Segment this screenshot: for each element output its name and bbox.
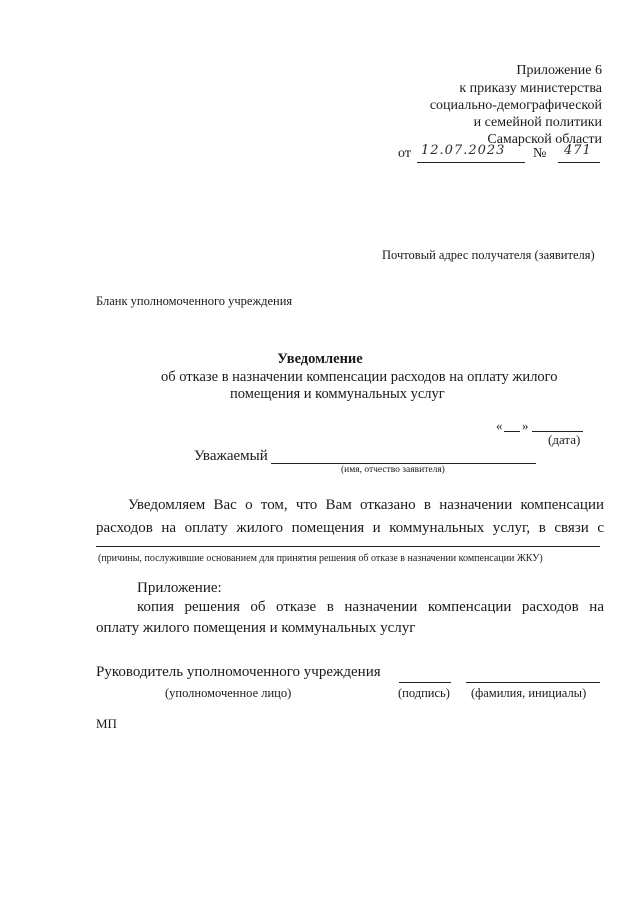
head-label: Руководитель уполномоченного учреждения [96, 664, 381, 680]
name-caption: (имя, отчество заявителя) [341, 465, 445, 475]
number-mark: № [533, 146, 547, 161]
notice-body-line1: Уведомляем Вас о том, что Вам отказано в назначении компенсации [128, 497, 604, 513]
date-quote-open: « [496, 418, 503, 433]
appendix-line: Самарской области [487, 132, 602, 147]
authorized-person-caption: (уполномоченное лицо) [165, 686, 292, 700]
date-caption: (дата) [548, 432, 581, 447]
date-prefix: от [398, 146, 411, 161]
order-number-field [558, 142, 600, 163]
attachment-text [96, 597, 604, 639]
date-quote-close: » [522, 418, 529, 433]
attachment-line2: оплату жилого помещения и коммунальных услуг [96, 620, 416, 636]
blank-label: Бланк уполномоченного учреждения [96, 294, 293, 308]
reason-blank-line [96, 546, 600, 547]
document-subtitle-line2: помещения и коммунальных услуг [230, 386, 445, 402]
signature-caption: (подпись) [398, 686, 450, 700]
fio-caption: (фамилия, инициалы) [471, 686, 587, 700]
notice-body-line2: расходов на оплату жилого помещения и коммунальных услуг, в связи с [96, 520, 604, 536]
document-title: Уведомление [277, 351, 363, 367]
day-blank-line [504, 431, 520, 432]
appendix-title: Приложение 6 [516, 63, 602, 78]
appendix-line: к приказу министерства [459, 81, 602, 96]
attachment-label: Приложение: [137, 580, 222, 596]
reason-caption: (причины, послужившие основанием для принятия решения об отказе в назначении компенсации ЖКУ) [98, 553, 543, 564]
appendix-line: и семейной политики [473, 115, 602, 130]
notice-body [96, 494, 604, 540]
order-date-handwritten: 12.07.2023 [421, 143, 506, 158]
fio-blank-line [466, 682, 600, 683]
name-blank-line [271, 463, 536, 464]
order-date-field [417, 142, 525, 163]
appendix-line: социально-демографической [429, 98, 602, 113]
recipient-address-label: Почтовый адрес получателя (заявителя) [382, 248, 595, 262]
document-subtitle-line1: об отказе в назначении компенсации расходов на оплату жилого [161, 369, 558, 385]
signature-blank-line [399, 682, 451, 683]
stamp-place-label: МП [96, 716, 117, 731]
order-date-row [398, 142, 608, 164]
salutation: Уважаемый [194, 448, 268, 464]
order-number-handwritten: 471 [564, 143, 592, 158]
attachment-line1: копия решения об отказе в назначении компенсации расходов на [137, 599, 604, 615]
